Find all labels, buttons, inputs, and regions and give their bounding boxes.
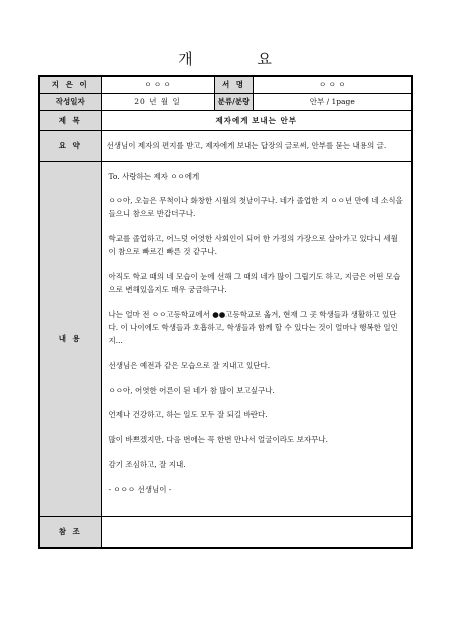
subject-value: 제자에게 보내는 안부 [101, 110, 412, 130]
content-paragraph: 감기 조심하고, 잘 지내. [108, 459, 186, 469]
date-label: 작성일자 [39, 93, 101, 110]
content-body [101, 161, 412, 516]
content-paragraph: ㅇㅇ아, 오늘은 무척이나 화창한 시월의 첫날이구나. 네가 졸업한 지 ㅇㅇ년 만에 네 소식을 들으니 참으로 반갑더구나. [108, 196, 403, 219]
reference-label: 참 조 [39, 516, 101, 548]
content-paragraph: 언제나 건강하고, 하는 일도 모두 잘 되길 바란다. [108, 410, 268, 420]
content-paragraph: 나는 얼마 전 ㅇㅇ고등학교에서 ●●고등학교로 옮겨, 현재 그 곳 학생들과 생활하고 있단다. 이 나이에도 학생들과 호흡하고, 학생들과 함께 할 수 있다는 것이 얼마나 행복한 일인지... [108, 309, 398, 346]
content-paragraph: ㅇㅇ아, 어엿한 어른이 된 네가 참 많이 보고싶구나. [108, 385, 275, 395]
summary-form [38, 75, 413, 549]
date-value: 20 년 월 일 [101, 93, 214, 110]
content-paragraph: - ㅇㅇㅇ 선생님이 - [108, 484, 172, 494]
content-paragraph: 선생님은 예전과 같은 모습으로 잘 지내고 있단다. [108, 361, 271, 371]
document-title: 개 요 [178, 50, 302, 68]
content-paragraph: 많이 바쁘겠지만, 다음 번에는 꼭 한번 만나서 얼굴이라도 보자꾸나. [108, 435, 328, 445]
summary-label: 요 약 [39, 130, 101, 161]
category-label: 분류/분량 [214, 93, 253, 110]
content-paragraph: 학교를 졸업하고, 어느덧 어엿한 사회인이 되어 한 가정의 가장으로 살아가고 있다니 세월이 참으로 빠르긴 빠른 것 같구나. [108, 234, 398, 257]
signature-label: 서 명 [214, 76, 253, 93]
author-value: ㅇ ㅇ ㅇ [101, 76, 214, 93]
category-value: 안부 / 1page [253, 93, 412, 110]
summary-value: 선생님이 제자의 편지를 받고, 제자에게 보내는 답장의 글로써, 안부를 묻는 내용의 글. [101, 130, 412, 161]
reference-value [101, 516, 412, 548]
content-label: 내 용 [39, 161, 101, 516]
signature-value: ㅇ ㅇ ㅇ [253, 76, 412, 93]
author-label: 지 은 이 [39, 76, 101, 93]
content-paragraph: To. 사랑하는 제자 ㅇㅇ에게 [108, 171, 200, 181]
content-paragraph: 아직도 학교 때의 네 모습이 눈에 선해 그 때의 네가 많이 그립기도 하고, 지금은 어떤 모습으로 변해있을지도 매우 궁금하구나. [108, 272, 401, 295]
subject-label: 제 목 [39, 110, 101, 130]
